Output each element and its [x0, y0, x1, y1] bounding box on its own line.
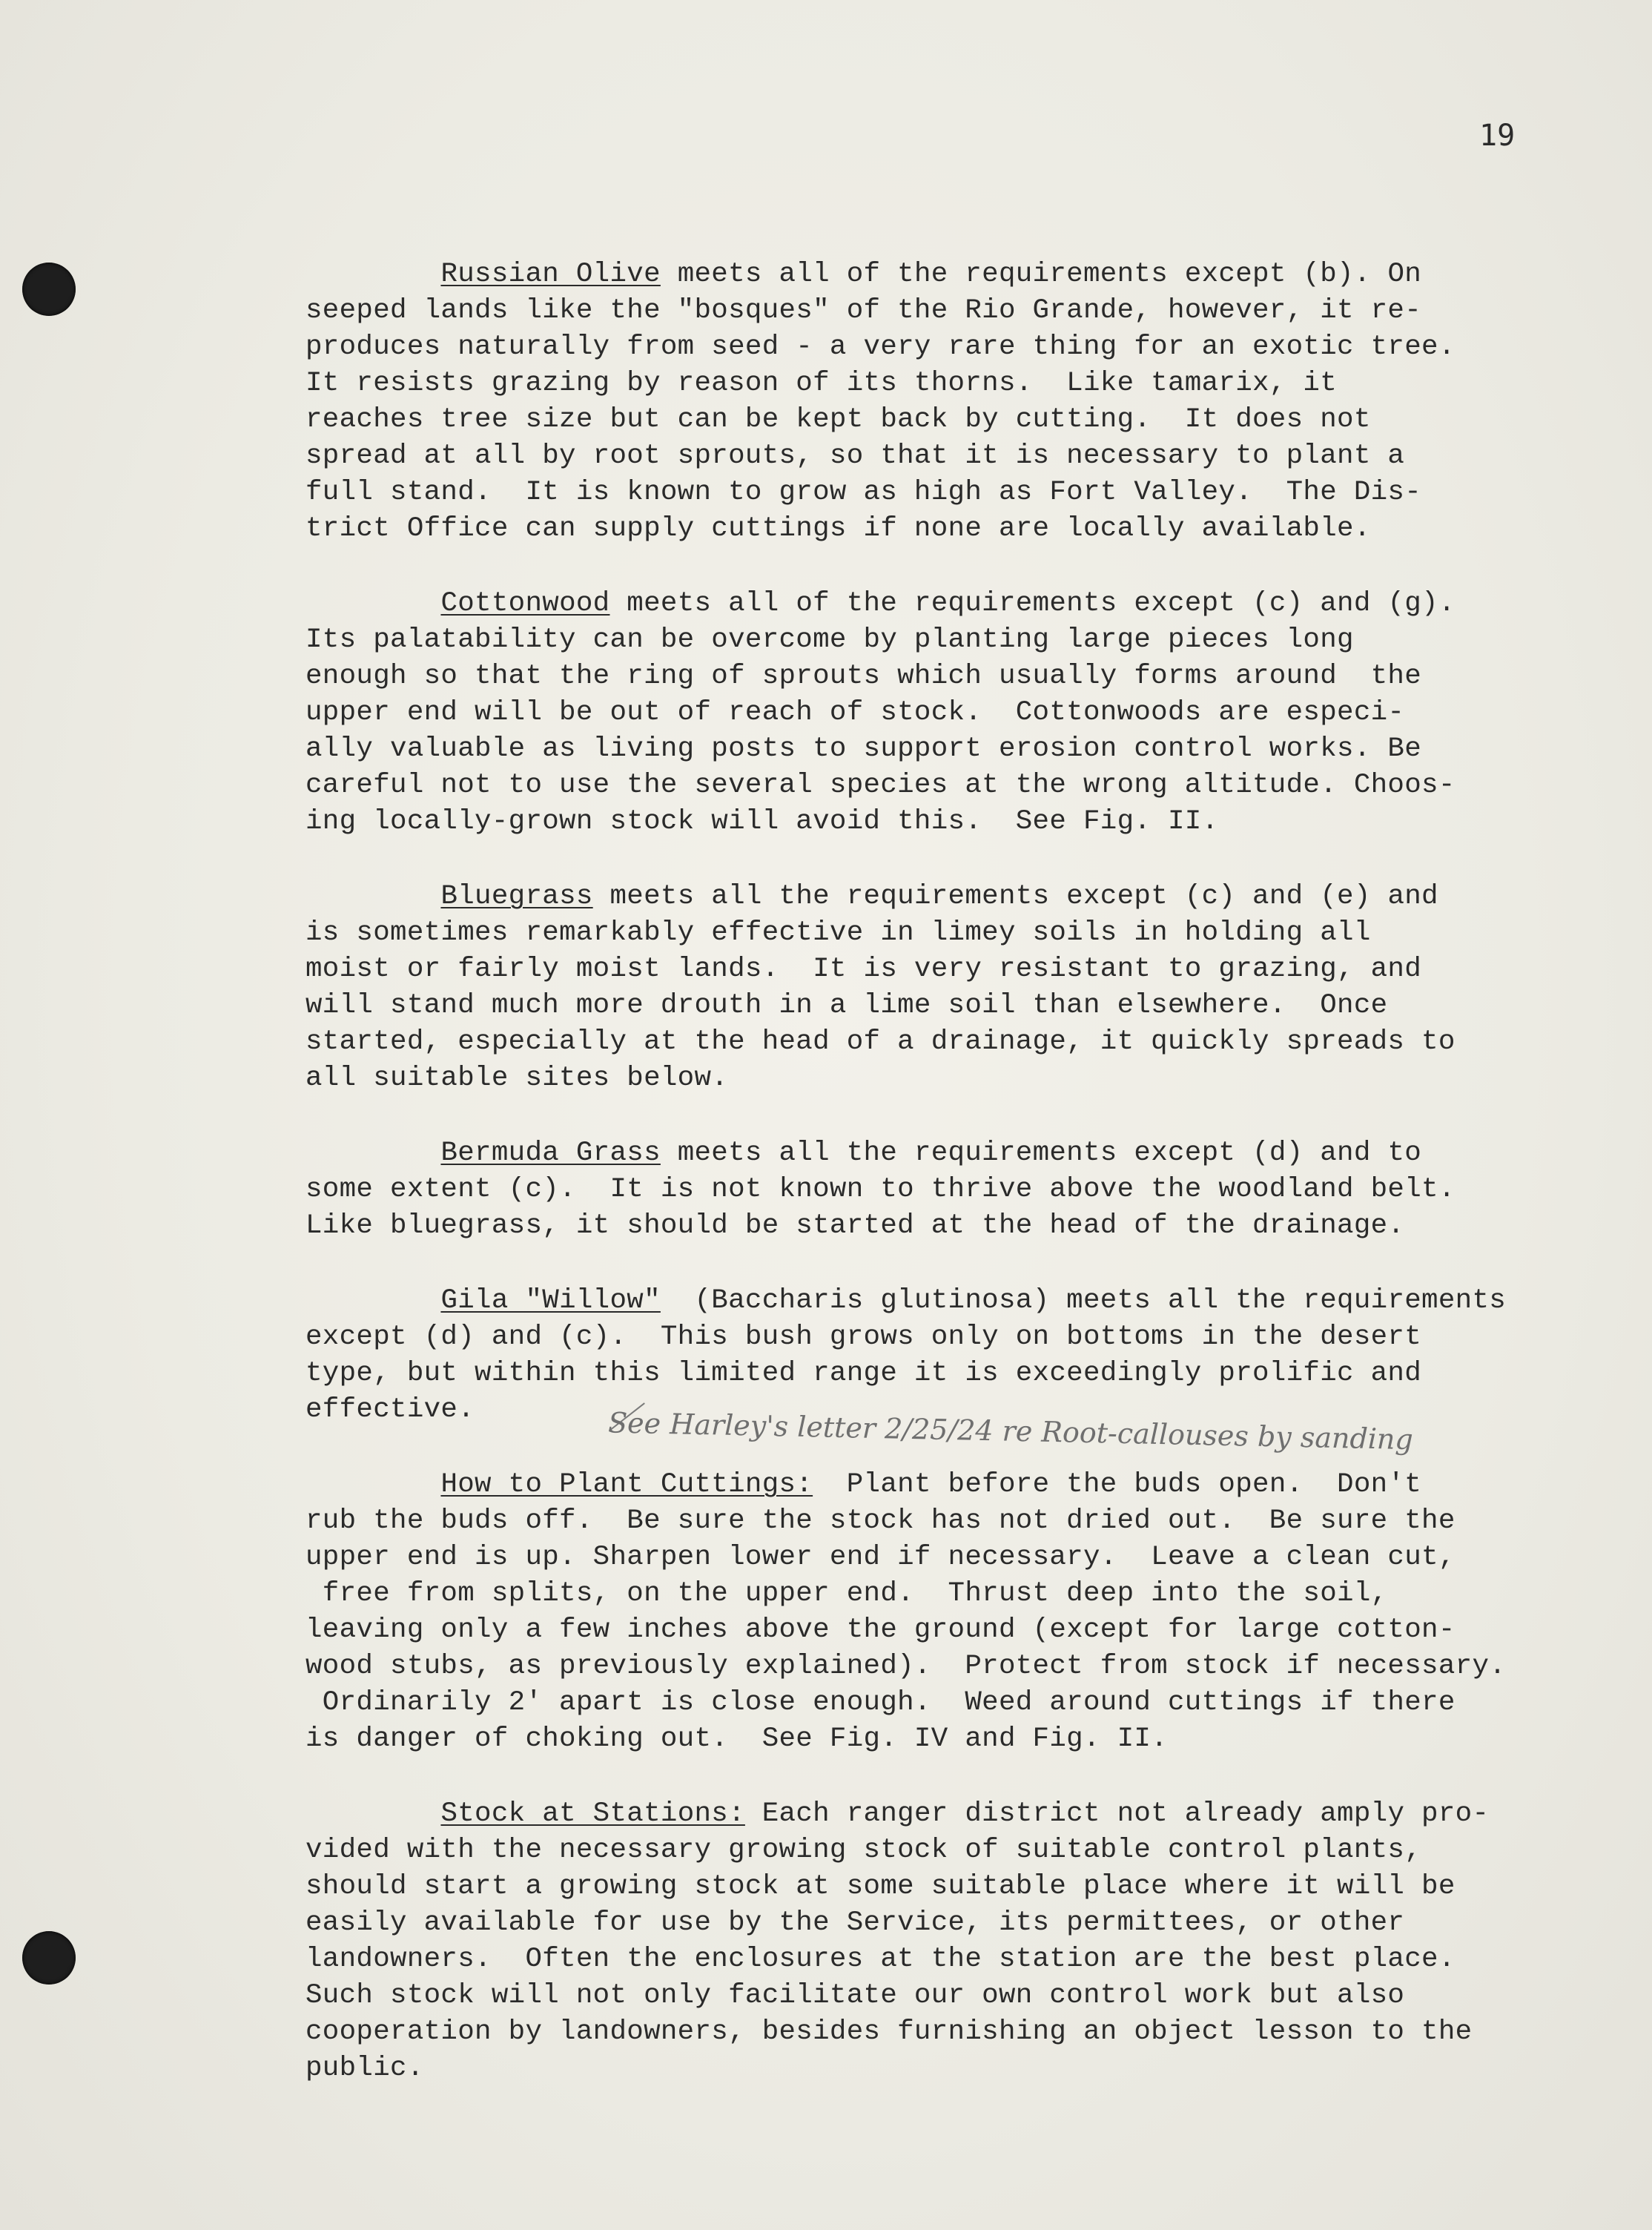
paragraph-line: trict Office can supply cuttings if none are locally available. [305, 513, 1371, 544]
paragraph-line: landowners. Often the enclosures at the station are the best place. [305, 1944, 1456, 1975]
paragraph-line: Plant before the buds open. Don't [813, 1469, 1422, 1500]
paragraph-line: upper end will be out of reach of stock. Cottonwoods are especi- [305, 697, 1405, 728]
paragraph-line: vided with the necessary growing stock of suitable control plants, [305, 1835, 1422, 1866]
paragraph-line: easily available for use by the Service, its permittees, or other [305, 1907, 1405, 1939]
paragraph-line: reaches tree size but can be kept back by cutting. It does not [305, 404, 1371, 435]
paragraph-line: meets all the requirements except (c) and (e) and [592, 881, 1438, 912]
punch-hole-top [22, 263, 76, 316]
paragraph-line: upper end is up. Sharpen lower end if necessary. Leave a clean cut, [305, 1542, 1456, 1573]
paragraph-stock-at-stations [305, 1796, 1581, 2087]
paragraph-line: ing locally-grown stock will avoid this. See Fig. II. [305, 806, 1219, 837]
body-text [305, 257, 1581, 2125]
paragraph-heading: Cottonwood [440, 588, 610, 619]
paragraph-line: is sometimes remarkably effective in limey soils in holding all [305, 917, 1371, 949]
paragraph-line: all suitable sites below. [305, 1063, 729, 1094]
paragraph-line: leaving only a few inches above the ground (except for large cotton- [305, 1614, 1456, 1646]
paragraph-line: cooperation by landowners, besides furnishing an object lesson to the [305, 2016, 1473, 2048]
paragraph-line: seeped lands like the "bosques" of the Rio Grande, however, it re- [305, 295, 1422, 326]
paragraph-line: produces naturally from seed - a very rare thing for an exotic tree. [305, 331, 1456, 363]
handwritten-note: See Harley's letter 2/25/24 re Root-callouses by sanding [607, 1406, 1414, 1457]
punch-hole-bottom [22, 1931, 76, 1985]
paragraph-heading: Stock at Stations: [440, 1798, 745, 1830]
paragraph-line: moist or fairly moist lands. It is very resistant to grazing, and [305, 954, 1422, 985]
paragraph-line: Each ranger district not already amply pro- [744, 1798, 1490, 1830]
paragraph-how-to-plant-cuttings [305, 1467, 1581, 1758]
paragraph-line: full stand. It is known to grow as high as Fort Valley. The Dis- [305, 477, 1422, 508]
paragraph-line: Ordinarily 2' apart is close enough. Weed around cuttings if there [305, 1687, 1456, 1718]
paragraph-bermuda-grass [305, 1135, 1581, 1244]
paragraph-line: careful not to use the several species at the wrong altitude. Choos- [305, 770, 1456, 801]
paragraph-line: meets all the requirements except (d) and to [660, 1138, 1422, 1169]
paragraph-line: effective. [305, 1394, 475, 1425]
paragraph-line: except (d) and (c). This bush grows only on bottoms in the desert [305, 1322, 1422, 1353]
paragraph-gila-willow [305, 1283, 1581, 1428]
paragraph-line: free from splits, on the upper end. Thrust deep into the soil, [305, 1578, 1388, 1609]
page-number: 19 [1479, 119, 1516, 153]
paragraph-heading: Bermuda Grass [440, 1138, 661, 1169]
paragraph-bluegrass [305, 879, 1581, 1097]
paragraph-heading: Bluegrass [440, 881, 593, 912]
paragraph-heading: How to Plant Cuttings: [440, 1469, 813, 1500]
paragraph-heading: Russian Olive [440, 259, 661, 290]
paragraph-line: will stand much more drouth in a lime soil than elsewhere. Once [305, 990, 1388, 1021]
paragraph-line: started, especially at the head of a drainage, it quickly spreads to [305, 1026, 1456, 1058]
paragraph-line: some extent (c). It is not known to thrive above the woodland belt. [305, 1174, 1456, 1205]
paragraph-russian-olive [305, 257, 1581, 547]
paragraph-line: rub the buds off. Be sure the stock has not dried out. Be sure the [305, 1505, 1456, 1537]
paragraph-line: is danger of choking out. See Fig. IV and Fig. II. [305, 1723, 1168, 1755]
paragraph-line: should start a growing stock at some suitable place where it will be [305, 1871, 1456, 1902]
paragraph-line: meets all of the requirements except (b). On [660, 259, 1422, 290]
paragraph-line: meets all of the requirements except (c) and (g). [609, 588, 1456, 619]
paragraph-line: Such stock will not only facilitate our own control work but also [305, 1980, 1405, 2011]
paragraph-line: Like bluegrass, it should be started at the head of the drainage. [305, 1210, 1405, 1241]
paragraph-cottonwood [305, 586, 1581, 840]
paragraph-line: wood stubs, as previously explained). Protect from stock if necessary. [305, 1651, 1507, 1682]
paragraph-line: Its palatability can be overcome by planting large pieces long [305, 624, 1354, 656]
paragraph-line: ally valuable as living posts to support erosion control works. Be [305, 733, 1422, 765]
paragraph-line: public. [305, 2053, 424, 2084]
paragraph-line: enough so that the ring of sprouts which usually forms around the [305, 661, 1422, 692]
paragraph-line: It resists grazing by reason of its thorns. Like tamarix, it [305, 368, 1338, 399]
paragraph-line: spread at all by root sprouts, so that it is necessary to plant a [305, 441, 1405, 472]
paragraph-line: (Baccharis glutinosa) meets all the requirements [660, 1285, 1507, 1316]
paragraph-heading: Gila "Willow" [440, 1285, 661, 1316]
paragraph-line: type, but within this limited range it is exceedingly prolific and [305, 1358, 1422, 1389]
